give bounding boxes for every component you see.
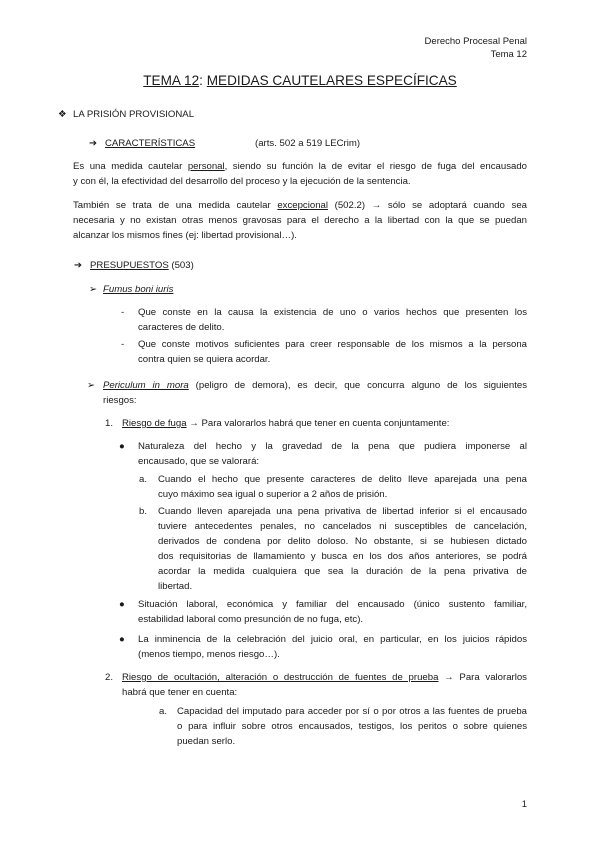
paragraph-caracteristicas-2 [73, 198, 527, 243]
title-colon: : [199, 73, 207, 88]
paragraph-line: También se trata de una medida cautelar excepcional (502.2) → sólo se adoptará cuando sea [73, 200, 527, 211]
title-main: MEDIDAS CAUTELARES ESPECÍFICAS [206, 73, 457, 88]
list-number: 2. [105, 672, 114, 683]
fuga-subitem-a: Cuando el hecho que presente caracteres de delito lleve aparejada una pena cuyo máximo sea igual o superior a 2 años de prisión. [158, 474, 527, 500]
emphasis-personal: personal [187, 161, 225, 172]
fumus-item-1: Que conste en la causa la existencia de uno o varios hechos que presenten los caracteres de delito. [138, 307, 527, 333]
list-letter: b. [139, 506, 148, 517]
article-reference: (arts. 502 a 519 LECrim) [255, 138, 361, 149]
paragraph-line: y con él, la efectividad del desarrollo del proceso y la ejecución de la sentencia. [73, 176, 411, 187]
fuga-bullet-2: Situación laboral, económica y familiar del encausado (único sustento familiar, estabilidad laboral como presunción de no fuga, etc). [138, 599, 527, 625]
list-number: 1. [105, 418, 114, 429]
bullet-dot-icon: ● [119, 634, 125, 645]
list-letter: a. [159, 706, 168, 717]
bullet-dot-icon: ● [119, 599, 125, 610]
riesgo-ocultacion-heading: Riesgo de ocultación, alteración o destrucción de fuentes de prueba [122, 672, 439, 683]
riesgo-ocultacion-paragraph: Riesgo de ocultación, alteración o destrucción de fuentes de prueba → Para valorarlos habrá que tener en cuenta: [122, 672, 527, 698]
ocultacion-subitem-a: Capacidad del imputado para acceder por sí o por otros a las fuentes de prueba o para influir sobre otros encausados, testigos, los peritos o sobre quienes puedan serlo. [177, 706, 527, 747]
subheading-caracteristicas: CARACTERÍSTICAS [105, 138, 196, 149]
dash-bullet: - [121, 307, 125, 318]
running-header-topic: Tema 12 [490, 49, 527, 60]
riesgo-fuga-heading: Riesgo de fuga → Para valorarlos habrá que tener en cuenta conjuntamente: [122, 418, 450, 429]
dash-bullet: - [121, 339, 125, 350]
list-letter: a. [139, 474, 148, 485]
fumus-item-2: Que conste motivos suficientes para creer responsable de los mismos a la persona contra quien se quiera acordar. [138, 339, 527, 365]
paragraph-caracteristicas-1 [73, 159, 527, 189]
subheading-periculum: Periculum in mora [103, 380, 189, 391]
arrowhead-bullet-icon: ➢ [87, 380, 96, 391]
arrowhead-bullet-icon: ➢ [89, 284, 98, 295]
paragraph-line: alcanzar los mismos fines (ej: libertad provisional…). [73, 230, 297, 241]
paragraph-line: Es una medida cautelar personal, siendo su función la de evitar el riesgo de fuga del encausado [73, 161, 527, 172]
section-heading: LA PRISIÓN PROVISIONAL [73, 109, 195, 120]
bullet-dot-icon: ● [119, 441, 125, 452]
fuga-bullet-1: Naturaleza del hecho y la gravedad de la pena que pudiera imponerse al encausado, que se valorará: [138, 441, 527, 467]
fuga-bullet-3: La inminencia de la celebración del juicio oral, en particular, en los juicios rápidos (menos tiempo, menos riesgo…). [138, 634, 527, 660]
running-header-subject: Derecho Procesal Penal [424, 36, 527, 47]
fuga-subitem-b: Cuando lleven aparejada una pena privativa de libertad inferior si el encausado tuviere antecedentes penales, no cancelados ni susceptibles de cancelación, derivados de condena por delito doloso. No obstante, si se hubiesen dictado dos requisitorias de llamamiento y busca en los dos años anteriores, se podrá acordar la medida cualquiera que sea la duración de la pena privativa de libertad. [158, 506, 527, 592]
section-bullet-icon: ❖ [58, 109, 67, 120]
page-title [0, 73, 600, 88]
paragraph-line: necesaria y no existan otras menos gravosas para el derecho a la libertad con la que se puedan [73, 215, 527, 226]
subheading-fumus: Fumus boni iuris [103, 284, 174, 295]
subheading-presupuestos: PRESUPUESTOS (503) [90, 260, 194, 271]
periculum-paragraph: Periculum in mora (peligro de demora), es decir, que concurra alguno de los siguientes riesgos: [103, 380, 527, 406]
arrow-icon: ➔ [74, 260, 83, 271]
page-number: 1 [521, 799, 527, 810]
emphasis-excepcional: excepcional [277, 200, 328, 211]
title-prefix: TEMA 12 [143, 73, 200, 88]
arrow-icon: ➔ [89, 138, 98, 149]
